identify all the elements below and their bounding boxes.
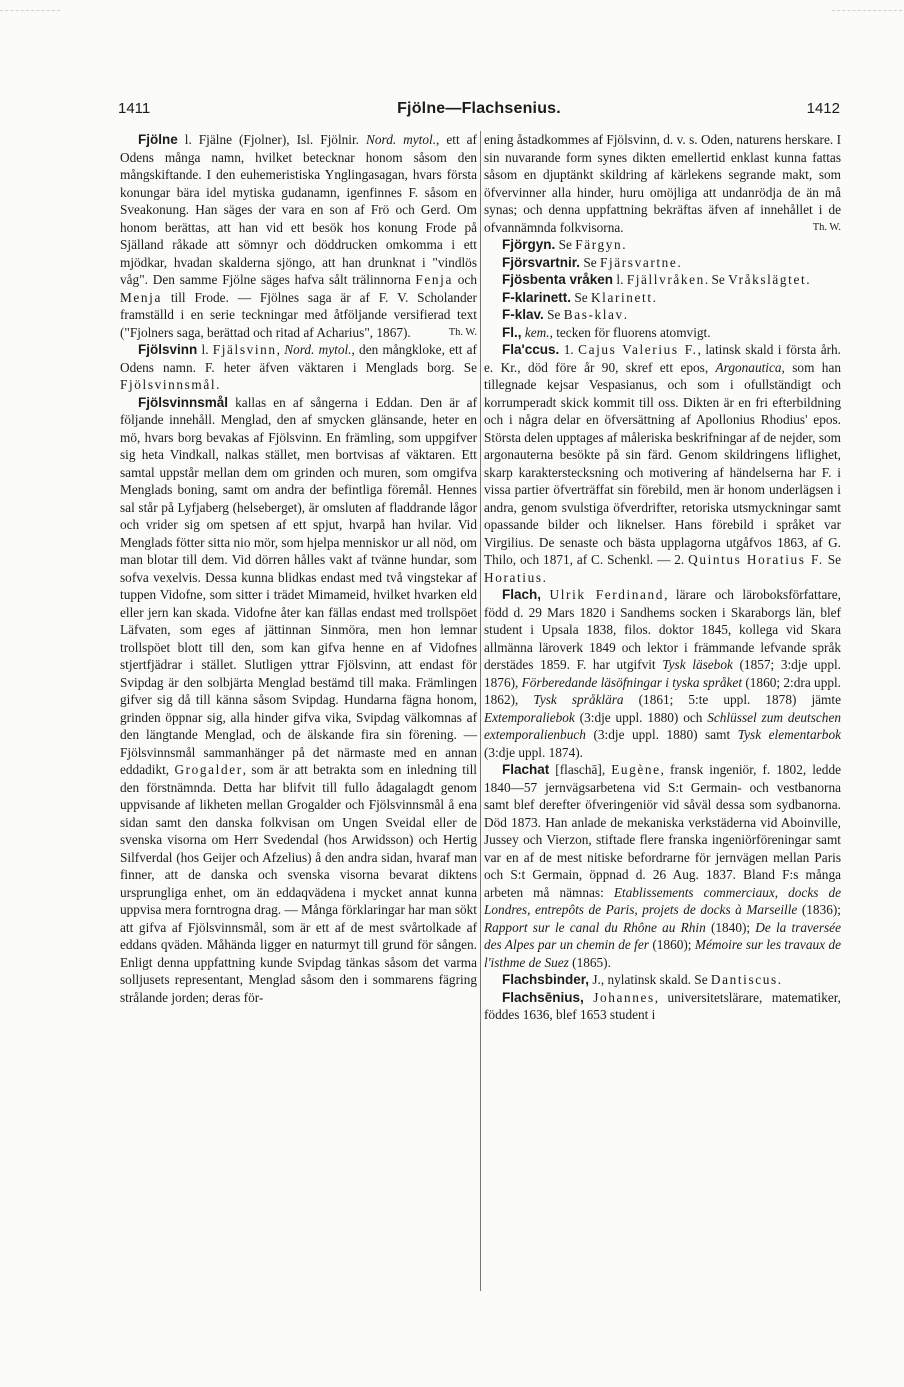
italic-text: De la traversée des Alpes par un chemin de fer: [484, 919, 841, 952]
entry-text: , latinsk skald i första årh. e. Kr., död före år 90, skref ett epos,: [484, 342, 841, 375]
entry-text: (1860);: [648, 937, 695, 952]
entry-text: . Se: [704, 272, 729, 287]
entry-text: l.: [613, 272, 627, 287]
entry-headword: Flachsēnius,: [502, 989, 584, 1005]
italic-text: Förberedande läsöfningar i tyska språket: [521, 674, 743, 690]
spaced-name: Fjällvråken: [626, 272, 705, 287]
italic-text: Tysk elementarbok: [737, 727, 841, 742]
italic-text: Rapport sur le canal du Rhône au Rhin: [484, 919, 706, 935]
entry-text: till Frode. — Fjölnes saga är af F. V. Scholander framställd i en serie teckningar med åtföljande versifierad text ("Fjolners saga, berättad och ritad af Acharius", 1867).: [120, 289, 477, 340]
entry-text: [584, 990, 593, 1005]
entry-text: (1865).: [568, 954, 611, 970]
spaced-name: Eugène: [611, 762, 661, 777]
entry-headword: Flach,: [502, 587, 542, 602]
italic-text: Schlüssel zum deutschen extemporalienbuch: [484, 709, 841, 742]
entry-text: .: [216, 377, 220, 392]
dictionary-entry: [120, 341, 477, 394]
spaced-name: Dantiscus: [710, 972, 778, 987]
dictionary-entry: [484, 254, 841, 272]
entry-headword: Fl.,: [502, 324, 522, 340]
italic-text: kem.: [524, 324, 550, 340]
entry-text: , fransk ingeniör, f. 1802, ledde 1840—57 jernvägsarbetena vid S:t Germain- och vestbanorna samt blef derefter öfveringeniör vid såväl dessa som sydbanorna. Död 1873. Han anlade de mekaniska verkstäderna vid Aboinville, Jussey och Vierzon, stiftade flere franska ingeniörföreningar samt var en af de mest nitiske befordrarne för jernvägen mellan Paris och S:t Germain, öppnad d. 26 Aug. 1837. Bland F:s många arbeten må nämnas:: [484, 762, 841, 900]
entry-text: (1857; 3:dje uppl. 1876),: [484, 657, 841, 690]
entry-text: .: [677, 254, 681, 270]
right-column: [484, 131, 841, 1024]
spaced-name: Bas-klav: [563, 307, 624, 322]
spaced-name: Fjärsvartne: [599, 254, 678, 270]
spaced-name: Ulrik Ferdinand: [549, 587, 665, 602]
italic-text: Tysk språklära: [533, 692, 624, 707]
spaced-name: Vråkslägtet: [728, 272, 807, 287]
entry-text: .: [777, 972, 782, 987]
italic-text: Argonautica: [715, 359, 782, 375]
spaced-name: Klarinett: [590, 289, 653, 305]
entry-headword: Fjörgyn.: [502, 237, 556, 252]
column-divider: [480, 131, 481, 1291]
spaced-name: Fenja: [415, 272, 453, 287]
entry-text: , som han tillegnade kejsar Vespasianus, och som i ofullständigt och korrumperadt skick kommit till oss. Dikten är en fri efterbildning och i några delar en öfversättning af Apollonius Rhodius' epos. Största delen upptages af måleriska beskrifningar af de nejder, som argonauterna besökte på sin färd. Genom skildringens liflighet, skarp karakterstecksning och motivering af händelserna har F. i vissa partier öfverträffat sin förebild, men är honom underlägsen i andra, genom svulstiga öfverdrifter, retoriska utsmyckningar samt opassande bilder och liknelser. Hans förebild i språket var Virgilius. De senaste och bästa upplagorna utgåfvos 1863, af G. Thilo, och 1871, af C. Schenkl. — 2.: [484, 359, 841, 567]
entry-text: .: [652, 289, 656, 305]
entry-text: .: [623, 307, 628, 322]
entry-text: Se: [543, 307, 564, 322]
spaced-name: Cajus Valerius F.: [578, 342, 698, 357]
entry-text: , den mångkloke, ett af Odens namn. F. heter äfven väktaren i Menglads borg. Se: [120, 342, 477, 375]
entry-text: Se: [580, 254, 600, 270]
entry-text: J., nylatinsk skald. Se: [589, 972, 711, 987]
entry-text: , universitetslärare, matematiker, föddes 1636, blef 1653 student i: [484, 989, 841, 1022]
author-signature: Th. W.: [812, 221, 841, 233]
entry-text: [flaschā],: [549, 762, 612, 777]
entry-text: Se: [571, 289, 591, 305]
entry-text: ening åstadkommes af Fjölsvinn, d. v. s. Oden, naturens herskare. I sin nuvarande form synes dikten emellertid enklast kunna fattas såsom en djuptänkt skildring af kärlekens segrande makt, som öfvervinner alla hinder, huru omöjliga att undanrödja de än må synas; och denna uppfattning bekräftas äfven af innehållet i de ofvannämnda folkvisorna.: [484, 132, 841, 235]
left-page-number: 1411: [118, 100, 151, 117]
dictionary-entry: [484, 271, 841, 289]
italic-text: Nord. mytol.: [366, 132, 437, 147]
italic-text: Extemporaliebok: [484, 709, 575, 725]
dictionary-entry: [484, 761, 841, 971]
entry-headword: Flachat: [502, 762, 550, 777]
entry-text: .: [542, 569, 546, 585]
entry-headword: Fjösbenta vråken: [502, 272, 614, 287]
entry-text: (3:dje uppl. 1880) och: [574, 709, 708, 725]
dictionary-entry: [120, 131, 477, 341]
spaced-name: Horatius: [484, 569, 543, 585]
entry-text: 1.: [559, 342, 579, 357]
spaced-name: Fjälsvinn: [212, 342, 277, 357]
page-header: [118, 100, 840, 122]
entry-text: Se: [555, 237, 576, 252]
left-column: [120, 131, 477, 1006]
entry-headword: Fjölne: [138, 132, 178, 147]
right-page-number: 1412: [806, 100, 840, 117]
entry-headword: Fla'ccus.: [502, 342, 560, 357]
dictionary-entry: [484, 236, 841, 254]
entry-text: .: [806, 272, 810, 287]
entry-text: (1836);: [797, 902, 841, 917]
author-signature: Th. W.: [448, 326, 477, 338]
entry-headword: Fjölsvinn: [138, 342, 198, 357]
entry-headword: Fjörsvartnir.: [502, 254, 581, 270]
entry-text: och: [452, 272, 477, 287]
dictionary-entry: [484, 341, 841, 586]
entry-text: , lärare och läroboksförfattare, född d. 29 Mars 1820 i Sandhems socken i Skaraborgs län, blef student i Upsala 1838, filos. doktor 1845, kollega vid Skara allmänna läroverk 1849 och lektor i främmande lefvande språk derstädes 1859. F. har utgifvit: [484, 587, 841, 672]
spaced-name: Menja: [120, 289, 162, 305]
entry-headword: Flachsbinder,: [502, 972, 590, 987]
entry-text: (1840);: [705, 919, 756, 935]
dictionary-entry: [484, 971, 841, 989]
entry-headword: F-klarinett.: [502, 289, 572, 305]
entry-text: (3:dje uppl. 1874).: [484, 744, 583, 760]
entry-headword: F-klav.: [502, 307, 544, 322]
entry-text: (1860; 2:dra uppl. 1862),: [484, 674, 842, 707]
spaced-name: Johannes: [593, 989, 655, 1005]
dictionary-entry: [484, 306, 841, 324]
italic-text: Tysk läsebok: [662, 657, 733, 672]
scan-edge-mark: [0, 10, 60, 12]
dictionary-entry: [484, 586, 841, 761]
dictionary-entry: [120, 394, 477, 1007]
entry-text: kallas en af sångerna i Eddan. Den är af följande innehåll. Menglad, den af smycken glänsande, heter en mö, hvars borg bevakas af Fjölsvinn. En främling, som uppgifver sig heta Vindkall, nalkas stället, men bortvisas af väktaren. Ett samtal uppstår mellan dem om grinden och muren, som omgifva Menglads boning, samt om andra der befintliga föremål. Hennes sal står på Lyfjaberg (helseberget), är omsluten af fladdrande lågor och vrider sig om spetsen af ett spjut, hvarpå han hvilar. Vid Menglads fötter sitta nio mör, som hjelpa menniskor ur all nöd, om man blotar till dem. Vid dörren hålles vakt af tvänne hundar, som sofva vexelvis. Dessa kunna blidkas endast med två vingstekar af tuppen Vidofne, som sitter i trädet Mimameid, hvilket hvarken eld eller jern kan skada. Vidofne åter kan fällas endast med trollspöet Läfvaten, som eges af jättinnan Sinmöra, men hon lemnar trollspöet blott till den, som kan gifva henne en af Vidofnes stjertfjädrar i stället. Slutligen yttrar Fjölsvinn, att endast för Svipdag är den solbjärta Menglad bestämd till maka. Främlingen gifver sig då till känna såsom Svipdag. Hundarna fägna honom, grinden öppnar sig, alla hinder gifva vika, Svipdag välkomnas af den längtande Menglad, och de älskande fira sin förening. — Fjölsvinnsmål sammanhänger på det närmaste med en annan eddadikt,: [120, 394, 477, 777]
italic-text: Nord. mytol.: [284, 342, 352, 357]
italic-text: Mémoire sur les travaux de l'isthme de Suez: [484, 937, 841, 970]
entry-text: Se: [823, 552, 842, 567]
entry-text: ,: [276, 342, 285, 357]
scan-edge-mark: [832, 10, 902, 12]
entry-headword: Fjölsvinnsmål: [138, 394, 229, 410]
dictionary-entry: [484, 131, 841, 236]
dictionary-entry: [484, 289, 841, 307]
entry-text: , som är att betrakta som en inledning till den förstnämnda. Detta har blifvit till fullo ådagalagdt genom uppvisande af likheten mellan Grogalder och Fjölsvinnsmål å ena sidan samt den danska folkvisan om Ungen Sveidal eller de svenska visorna om Herr Svedendal (hos Arwidsson) och Hertig Silfverdal (hos Geijer och Afzelius) å den andra sidan, hvaraf man finner, att de danska och svenska visorna bevarat diktens ursprungliga enhet, om än eddaqvädena i mycket annat kunna uppvisa mera forntrogna drag. — Många förklaringar har man sökt att gifva af Fjölsvinnsmål, som är ett af de mest svårtolkade af eddans qväden. Måhända ligger en naturmyt till grund för sången. Enligt denna uppfattning kunde Svipdag tänkas såsom det varma solljusets representant, Menglad såsom den i sommarens fägring strålande jorden; deras för-: [120, 762, 477, 1005]
dictionary-entry: [484, 989, 841, 1024]
spaced-name: Grogalder: [174, 762, 243, 777]
entry-text: (1861; 5:te uppl. 1878) jämte: [623, 692, 841, 707]
spaced-name: Färgyn: [575, 237, 623, 252]
entry-text: , tecken för fluorens atomvigt.: [549, 324, 711, 340]
spaced-name: Quintus Horatius F.: [688, 552, 824, 567]
dictionary-entry: [484, 324, 841, 342]
entry-text: , ett af Odens många namn, hvilket betecknar honom såsom den mångskiftande. I den euhemeristiska Ynglingasagan, hvars första konungar bära idel mytiska gudanamn, igenfinnes F. såsom en Sveakonung. Han säges der vara en son af Frö och Gerd. Om honom berättas, att han vid ett besök hos konung Frode på Själland råkade att sömnyr och döddrucken omkomma i ett mjödkar, hvadan skalderna sjöngo, att han drunknat i "vindlös våg". Den samme Fjölne säges hafva sålt trälinnorna: [120, 132, 477, 287]
entry-text: l.: [197, 342, 213, 357]
entry-text: [541, 587, 550, 602]
running-title: Fjölne—Flachsenius.: [397, 100, 561, 117]
entry-text: (3:dje uppl. 1880) samt: [585, 727, 738, 742]
entry-text: l. Fjälne (Fjolner), Isl. Fjölnir.: [177, 132, 366, 147]
entry-text: .: [622, 237, 626, 252]
spaced-name: Fjölsvinnsmål: [120, 377, 217, 392]
italic-text: Etablissements commerciaux, docks de Londres, entrepôts de Paris, projets de docks à Marseille: [484, 884, 841, 917]
